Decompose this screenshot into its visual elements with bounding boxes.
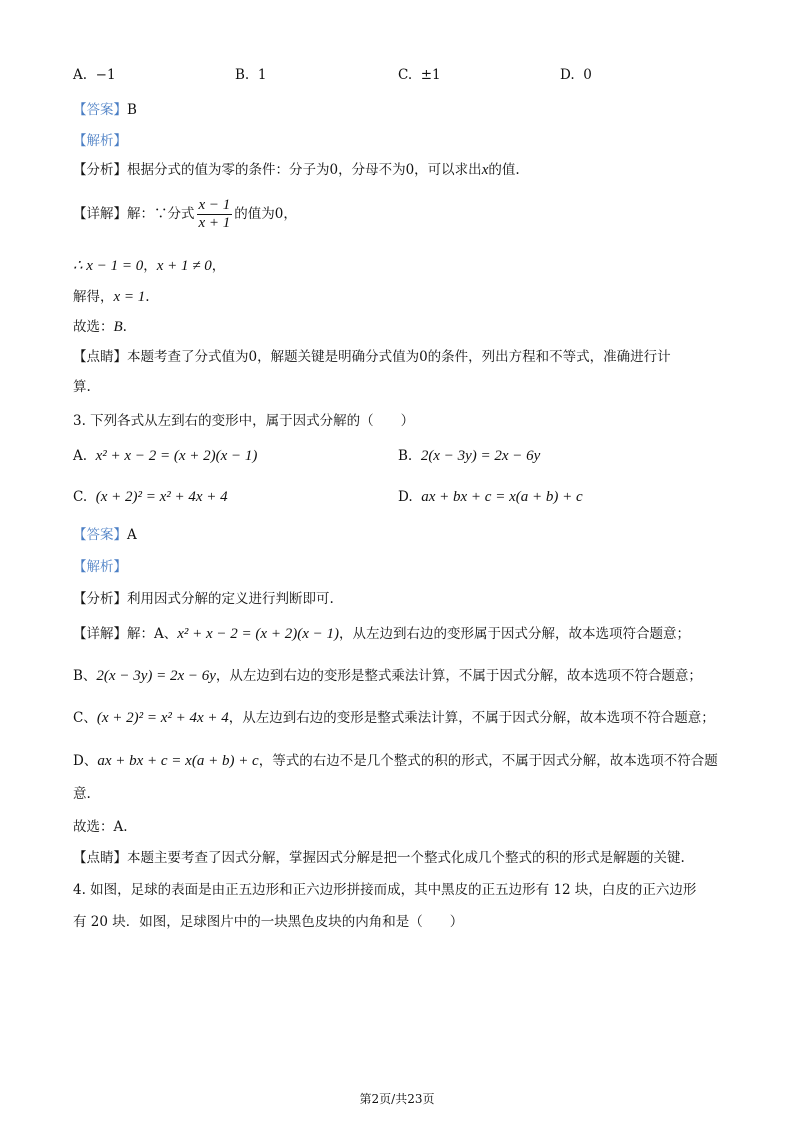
q2-step2	[73, 288, 150, 306]
q3-answer	[73, 526, 137, 544]
option-value: 1	[257, 67, 267, 83]
q3-option-b	[398, 448, 540, 465]
math: 2(x − 3y) = 2x − 6y	[96, 668, 216, 684]
math: 2(x − 3y) = 2x − 6y	[420, 448, 541, 464]
q2-comment	[73, 348, 671, 366]
option-label: A.	[73, 67, 88, 83]
math: x² + x − 2 = (x + 2)(x − 1)	[95, 448, 258, 464]
answer-value: A	[127, 527, 137, 543]
text: 的值.	[488, 162, 520, 178]
option-label: D.	[398, 489, 413, 505]
q2-option-a	[73, 67, 116, 83]
math: x = 1	[113, 289, 146, 305]
option-label: B.	[398, 448, 413, 464]
math: (x + 2)² = x² + 4x + 4	[95, 489, 228, 505]
section-label: 【详解】	[73, 626, 127, 642]
text: 本题考查了分式值为0，解题关键是明确分式值为0的条件，列出方程和不等式，准确进行计	[127, 349, 671, 365]
option-label: D.	[560, 67, 575, 83]
math: ax + bx + c = x(a + b) + c	[421, 489, 583, 505]
text: 解：A、	[127, 626, 178, 642]
q3-detail-a	[73, 625, 690, 643]
option-value: 0	[583, 67, 592, 83]
q3-detail-c	[73, 709, 715, 727]
numerator: x − 1	[198, 197, 231, 213]
option-label: A.	[73, 448, 88, 464]
math: B	[113, 319, 123, 335]
math: ax + bx + c = x(a + b) + c	[97, 753, 259, 769]
answer-label: 【答案】	[73, 527, 127, 543]
q4-stem-line2: 有 20 块．如图，足球图片中的一块黑色皮块的内角和是（ ）	[73, 914, 464, 930]
text: 解：∵分式	[127, 206, 195, 222]
text: .	[145, 289, 150, 305]
q3-fenxi	[73, 590, 334, 608]
q4-stem-line1: 4. 如图，足球的表面是由正五边形和正六边形拼接而成，其中黑皮的正五边形有 12 块，白皮的正六边形	[73, 882, 697, 898]
q3-option-c	[73, 489, 228, 506]
text: C、	[73, 710, 97, 726]
option-label: B.	[235, 67, 250, 83]
text: 故选：	[73, 319, 114, 335]
section-label: 【分析】	[73, 591, 127, 607]
text: D、	[73, 753, 98, 769]
q2-comment-cont: 算.	[73, 379, 91, 395]
math: x + 1 ≠ 0	[156, 258, 212, 274]
text: ，从左边到右边的变形是整式乘法计算，不属于因式分解，故本选项不符合题意；	[228, 710, 715, 726]
q2-detail	[73, 197, 297, 232]
q2-choose	[73, 318, 127, 336]
text: 的值为0，	[234, 206, 297, 222]
text: ，	[211, 258, 226, 274]
q3-option-a	[73, 448, 257, 465]
section-label: 【点睛】	[73, 850, 127, 866]
q3-detail-b	[73, 667, 702, 685]
q3-detail-d	[73, 752, 718, 770]
text: ，	[143, 258, 157, 274]
fraction	[197, 197, 233, 232]
q2-option-c	[398, 67, 441, 83]
page-footer: 第2页/共23页	[359, 1092, 435, 1106]
q3-choose: 故选：A.	[73, 819, 128, 835]
text: ，等式的右边不是几个整式的积的形式，不属于因式分解，故本选项不符合题	[258, 753, 718, 769]
q3-stem: 3. 下列各式从左到右的变形中，属于因式分解的（ ）	[73, 413, 415, 429]
q2-step1	[73, 257, 225, 275]
q2-answer	[73, 101, 137, 119]
q3-detail-d-cont: 意.	[73, 786, 91, 802]
text: 利用因式分解的定义进行判断即可.	[127, 591, 334, 607]
math: x	[481, 162, 489, 178]
text: ，从左边到右边的变形是整式乘法计算，不属于因式分解，故本选项不符合题意；	[215, 668, 702, 684]
option-value: −1	[95, 67, 116, 83]
q2-fenxi	[73, 161, 520, 179]
text: B、	[73, 668, 97, 684]
math: x² + x − 2 = (x + 2)(x − 1)	[177, 626, 339, 642]
section-label: 【点睛】	[73, 349, 127, 365]
text: 根据分式的值为零的条件：分子为0，分母不为0，可以求出	[127, 162, 482, 178]
text: 本题主要考查了因式分解，掌握因式分解是把一个整式化成几个整式的积的形式是解题的关键.	[127, 850, 685, 866]
q2-option-b	[235, 67, 266, 83]
option-value: ±1	[420, 67, 441, 83]
q3-option-d	[398, 489, 583, 506]
option-label: C.	[398, 67, 413, 83]
q2-analysis-label: 【解析】	[73, 133, 127, 149]
text: ，从左边到右边的变形属于因式分解，故本选项符合题意；	[338, 626, 690, 642]
text: .	[122, 319, 127, 335]
q3-comment	[73, 849, 685, 867]
math: (x + 2)² = x² + 4x + 4	[96, 710, 229, 726]
math: ∴ x − 1 = 0	[73, 258, 144, 274]
answer-label: 【答案】	[73, 102, 127, 118]
denominator: x + 1	[198, 215, 231, 231]
q3-analysis-label: 【解析】	[73, 559, 127, 575]
answer-value: B	[127, 102, 137, 118]
text: 解得，	[73, 289, 114, 305]
q2-option-d	[560, 67, 592, 83]
section-label: 【详解】	[73, 206, 127, 222]
section-label: 【分析】	[73, 162, 127, 178]
option-label: C.	[73, 489, 88, 505]
